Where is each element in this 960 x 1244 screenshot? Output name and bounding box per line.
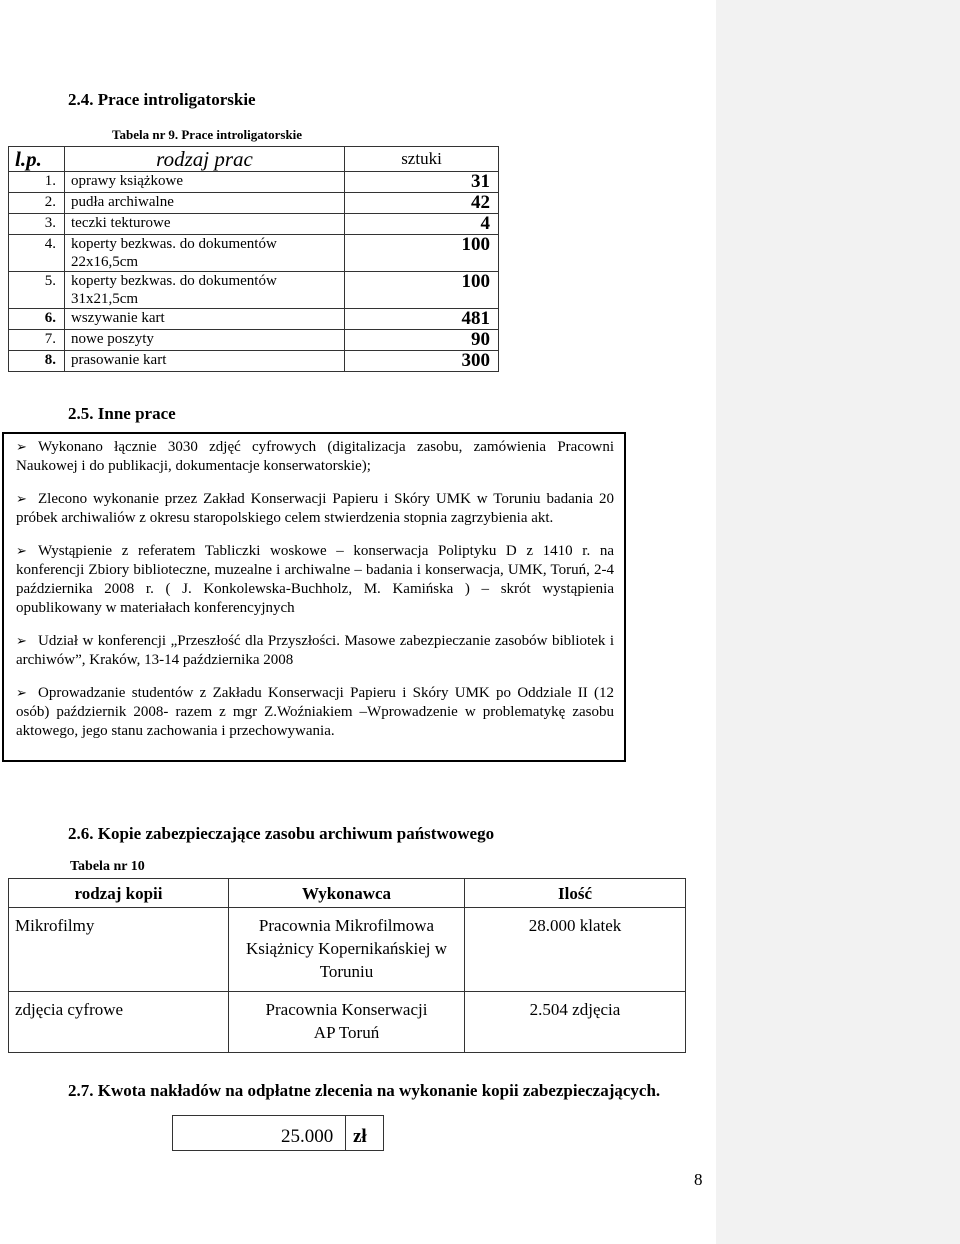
col-header-copy-type: rodzaj kopii (9, 879, 229, 908)
row-quantity: 28.000 klatek (465, 908, 686, 992)
page-margin-strip (716, 0, 960, 1244)
row-value: 100 (345, 272, 499, 309)
row-lp: 4. (9, 235, 65, 272)
row-lp: 7. (9, 330, 65, 351)
list-item (16, 490, 614, 528)
table-security-copies (8, 878, 686, 1053)
section-heading-2-6: 2.6. Kopie zabezpieczające zasobu archiwum państwowego (68, 824, 495, 843)
list-item-text: Udział w konferencji „Przeszłość dla Przyszłości. Masowe zabezpieczanie zasobów bibliotek i archiwów”, Kraków, 13-14 października 2008 (16, 633, 614, 668)
list-item (16, 542, 614, 618)
arrow-bullet-icon: ➢ (16, 634, 27, 649)
list-item (16, 684, 614, 741)
table-row (9, 235, 499, 272)
row-lp: 8. (9, 351, 65, 372)
table-row (9, 272, 499, 309)
row-value: 100 (345, 235, 499, 272)
row-value: 42 (345, 193, 499, 214)
other-works-box (2, 432, 626, 762)
amount-currency: zł (353, 1126, 367, 1147)
list-item-text: Wystąpienie z referatem Tabliczki woskowe – konserwacja Poliptyku D z 1410 r. na konferencji Zbiory biblioteczne, muzealne i archiwalne – badania i konserwacja, UMK, Toruń, 2-4 października 2008 r. ( J. Konkolewska-Buchholz, M. Kamińska ) – skrót wystąpienia opublikowany w materiałach konferencyjnych (16, 543, 614, 616)
row-name: oprawy książkowe (65, 172, 345, 193)
section-heading-2-4: 2.4. Prace introligatorskie (68, 90, 256, 109)
row-name: koperty bezkwas. do dokumentów 22x16,5cm (65, 235, 345, 272)
col-header-type: rodzaj prac (65, 147, 345, 172)
table-row (9, 908, 686, 992)
row-lp: 6. (9, 309, 65, 330)
row-value: 300 (345, 351, 499, 372)
section-heading-2-5: 2.5. Inne prace (68, 404, 176, 423)
col-header-lp: l.p. (9, 147, 65, 172)
row-lp: 5. (9, 272, 65, 309)
row-copy-type: Mikrofilmy (9, 908, 229, 992)
col-header-count: sztuki (345, 147, 499, 172)
row-name: teczki tekturowe (65, 214, 345, 235)
list-item-text: Wykonano łącznie 3030 zdjęć cyfrowych (digitalizacja zasobu, zamówienia Pracowni Naukowej i do publikacji, dokumentacje konserwatorskie); (16, 439, 614, 474)
row-copy-type: zdjęcia cyfrowe (9, 992, 229, 1053)
list-item (16, 632, 614, 670)
row-value: 31 (345, 172, 499, 193)
list-item (16, 438, 614, 476)
table-row (9, 351, 499, 372)
list-item-text: Oprowadzanie studentów z Zakładu Konserwacji Papieru i Skóry UMK po Oddziale II (12 osób) październik 2008- razem z mgr Z.Woźniakiem –Wprowadzenie w problematykę zasobu aktowego, jego stanu zachowania i przechowywania. (16, 685, 614, 739)
table-row (9, 309, 499, 330)
col-header-quantity: Ilość (465, 879, 686, 908)
table-row (9, 330, 499, 351)
row-contractor: Pracownia Mikrofilmowa Książnicy Kopernikańskiej w Toruniu (229, 908, 465, 992)
table-row (9, 214, 499, 235)
row-lp: 3. (9, 214, 65, 235)
row-name: wszywanie kart (65, 309, 345, 330)
list-item-text: Zlecono wykonanie przez Zakład Konserwacji Papieru i Skóry UMK w Toruniu badania 20 próbek archiwaliów z okresu staropolskiego celem stwierdzenia stopnia zagrzybienia akt. (16, 491, 614, 526)
arrow-bullet-icon: ➢ (16, 492, 27, 507)
table-row (9, 992, 686, 1053)
row-value: 90 (345, 330, 499, 351)
row-lp: 2. (9, 193, 65, 214)
row-name: koperty bezkwas. do dokumentów 31x21,5cm (65, 272, 345, 309)
section-heading-2-7: 2.7. Kwota nakładów na odpłatne zlecenia na wykonanie kopii zabezpieczających. (68, 1081, 661, 1100)
table-row (9, 193, 499, 214)
row-contractor: Pracownia Konserwacji AP Toruń (229, 992, 465, 1053)
row-value: 481 (345, 309, 499, 330)
row-lp: 1. (9, 172, 65, 193)
table-row (9, 172, 499, 193)
amount-box (172, 1115, 384, 1151)
arrow-bullet-icon: ➢ (16, 440, 27, 455)
arrow-bullet-icon: ➢ (16, 544, 27, 559)
amount-divider (345, 1116, 346, 1150)
table-bookbinding (8, 146, 499, 372)
page-number: 8 (694, 1170, 703, 1189)
table-9-caption: Tabela nr 9. Prace introligatorskie (112, 127, 303, 142)
row-name: nowe poszyty (65, 330, 345, 351)
amount-value: 25.000 (281, 1126, 334, 1147)
row-name: prasowanie kart (65, 351, 345, 372)
row-quantity: 2.504 zdjęcia (465, 992, 686, 1053)
table-10-caption: Tabela nr 10 (70, 859, 145, 874)
col-header-contractor: Wykonawca (229, 879, 465, 908)
row-name: pudła archiwalne (65, 193, 345, 214)
arrow-bullet-icon: ➢ (16, 686, 27, 701)
row-value: 4 (345, 214, 499, 235)
